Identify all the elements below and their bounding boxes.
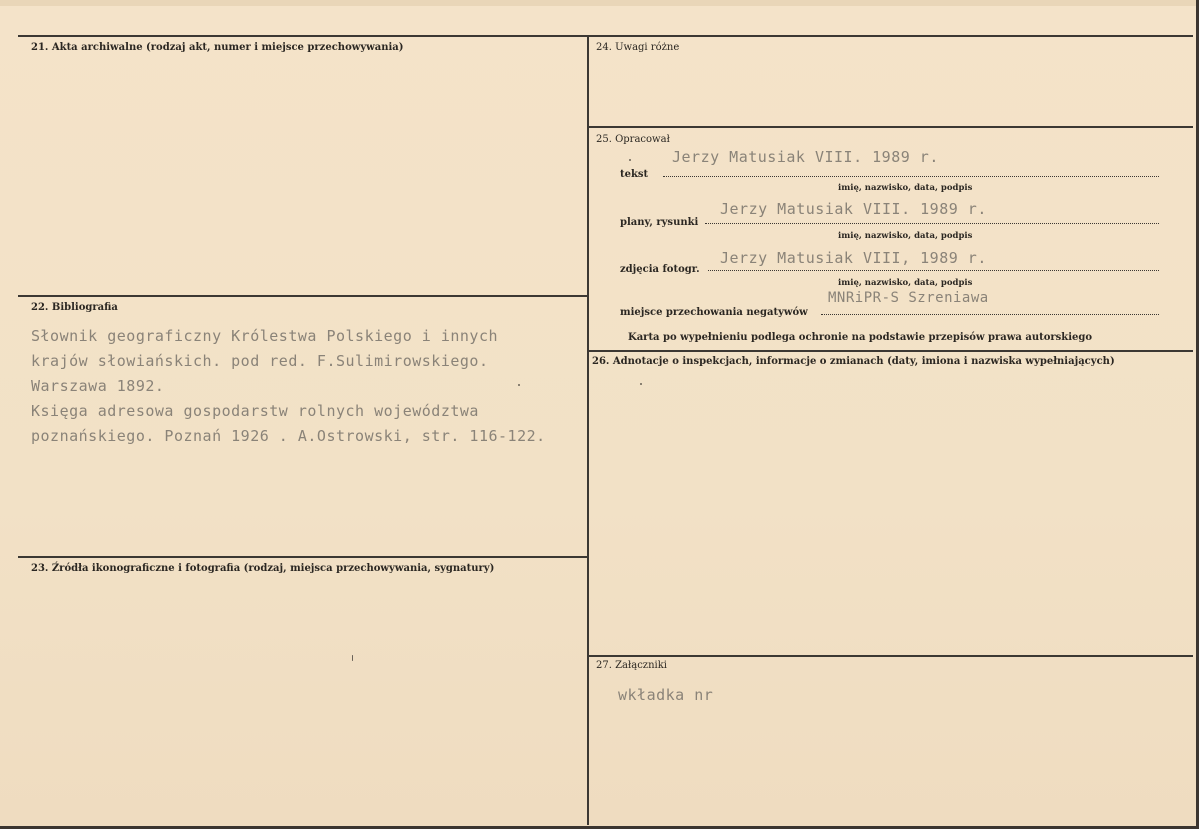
rule-24-25: [588, 126, 1193, 128]
bibliography-line-1: Słownik geograficzny Królestwa Polskiego i innych: [31, 327, 499, 345]
rule-21-22: [18, 295, 588, 297]
paper-speck: [640, 383, 642, 385]
rule-26-27: [588, 655, 1193, 657]
section-21-label: 21. Akta archiwalne (rodzaj akt, numer i miejsce przechowywania): [31, 42, 404, 53]
zdjecia-label: zdjęcia fotogr.: [620, 264, 700, 275]
zdjecia-dotted-line: [708, 270, 1159, 271]
bibliography-line-3: Warszawa 1892.: [31, 377, 165, 395]
section-27-label: 27. Załączniki: [596, 660, 667, 671]
tekst-label: tekst: [620, 169, 649, 180]
plany-caption: imię, nazwisko, data, podpis: [838, 231, 973, 241]
plany-dotted-line: [705, 223, 1159, 224]
tekst-dotted-line: [663, 176, 1159, 177]
section-25-label: 25. Opracował: [596, 134, 670, 145]
negatywy-dotted-line: [821, 314, 1159, 315]
copyright-notice: Karta po wypełnieniu podlega ochronie na podstawie przepisów prawa autorskiego: [628, 332, 1093, 343]
paper-speck: [629, 159, 631, 161]
attachments-value: wkładka nr: [618, 686, 714, 704]
top-rule: [18, 35, 1193, 37]
bibliography-line-5: poznańskiego. Poznań 1926 . A.Ostrowski, str. 116-122.: [31, 427, 546, 445]
section-23-label: 23. Źródła ikonograficzne i fotografia (rodzaj, miejsca przechowywania, sygnatury): [31, 563, 495, 574]
paper-speck: [352, 655, 353, 661]
rule-25-26: [588, 350, 1193, 352]
tekst-caption: imię, nazwisko, data, podpis: [838, 183, 973, 193]
negatywy-value: MNRiPR-S Szreniawa: [828, 290, 989, 306]
paper-speck: [518, 384, 520, 386]
plany-value: Jerzy Matusiak VIII. 1989 r.: [720, 200, 987, 218]
section-26-label: 26. Adnotacje o inspekcjach, informacje o zmianach (daty, imiona i nazwiska wypełniających): [592, 356, 1115, 367]
tekst-value: Jerzy Matusiak VIII. 1989 r.: [672, 148, 939, 166]
center-divider: [587, 35, 589, 825]
plany-label: plany, rysunki: [620, 217, 699, 228]
zdjecia-caption: imię, nazwisko, data, podpis: [838, 278, 973, 288]
bibliography-line-2: krajów słowiańskich. pod red. F.Sulimirowskiego.: [31, 352, 489, 370]
rule-22-23: [18, 556, 588, 558]
card-top-edge: [0, 0, 1199, 6]
negatywy-label: miejsce przechowania negatywów: [620, 307, 808, 318]
zdjecia-value: Jerzy Matusiak VIII, 1989 r.: [720, 249, 987, 267]
section-24-label: 24. Uwagi różne: [596, 42, 680, 53]
bibliography-line-4: Księga adresowa gospodarstw rolnych województwa: [31, 402, 479, 420]
section-22-label: 22. Bibliografia: [31, 302, 118, 313]
